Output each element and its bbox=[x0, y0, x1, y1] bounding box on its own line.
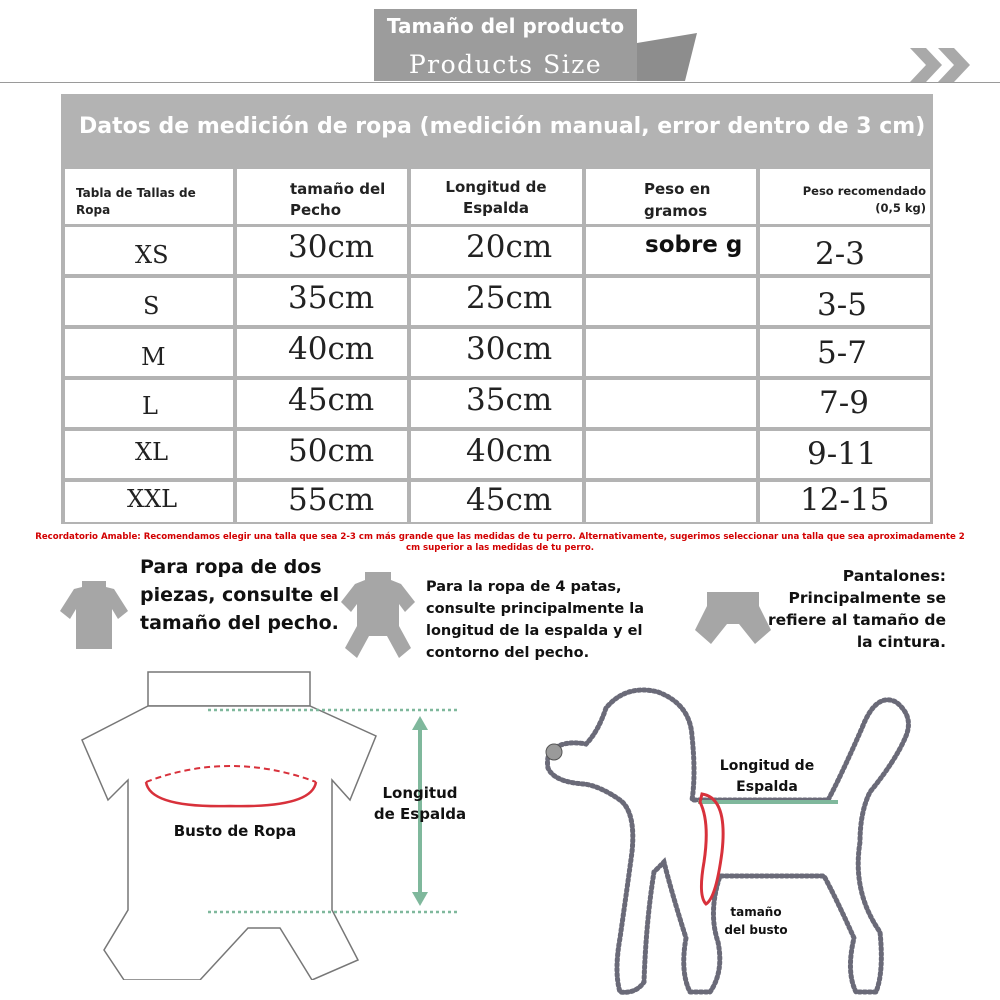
size-reminder-text: Recordatorio Amable: Recomendamos elegir una talla que sea 2-3 cm más grande que las medidas de tu perro. Alternativamente, sugerimos seleccionar una talla que sea aproximadamente 2 cm superior a las medidas de tu perro. bbox=[35, 532, 965, 553]
pants-note: Pantalones: Principalmente se refiere al tamaño de la cintura. bbox=[767, 567, 946, 651]
header-chest-label: tamaño del Pecho bbox=[290, 180, 386, 219]
header-size-chart-label: Tabla de Tallas de Ropa bbox=[76, 186, 196, 217]
size-label: XL bbox=[135, 438, 169, 466]
size-label: M bbox=[141, 343, 166, 371]
table-row-xs-size bbox=[65, 227, 233, 274]
bust-label: Busto de Ropa bbox=[173, 822, 297, 840]
table-row-m-weight bbox=[586, 329, 756, 376]
weight-value: sobre g bbox=[645, 232, 743, 258]
header-subtitle: Products Size bbox=[408, 50, 603, 79]
header-slant-decoration bbox=[637, 33, 697, 81]
chevron-right-icon bbox=[908, 46, 974, 84]
table-title bbox=[61, 94, 933, 167]
pants-icon bbox=[693, 590, 773, 646]
recommended-value: 12-15 bbox=[800, 482, 890, 518]
header-recommended-weight-label: Peso recomendado (0,5 kg) bbox=[802, 184, 926, 215]
shirt-icon bbox=[56, 577, 132, 653]
header-cell-recommended-weight bbox=[760, 169, 930, 224]
table-row-xxl-chest bbox=[237, 482, 407, 522]
four-leg-note: Para la ropa de 4 patas, consulte principalmente la longitud de la espalda y el contorno del pecho. bbox=[426, 579, 644, 661]
table-row-m-chest bbox=[237, 329, 407, 376]
chest-value: 40cm bbox=[288, 331, 375, 367]
four-leg-suit-icon bbox=[339, 570, 417, 660]
table-row-s-size bbox=[65, 278, 233, 325]
recommended-value: 2-3 bbox=[815, 236, 865, 272]
chest-value: 55cm bbox=[288, 482, 375, 518]
table-row-xl-back bbox=[411, 431, 582, 478]
table-row-s-chest bbox=[237, 278, 407, 325]
table-row-xxl-size bbox=[65, 482, 233, 522]
table-row-xs-chest bbox=[237, 227, 407, 274]
header-back-length-label: Longitud de Espalda bbox=[445, 178, 547, 217]
table-row-xs-weight bbox=[586, 227, 756, 274]
recommended-value: 7-9 bbox=[819, 385, 869, 421]
back-value: 20cm bbox=[466, 229, 553, 265]
table-row-xs-recommended bbox=[760, 227, 930, 274]
table-row-xxl-weight bbox=[586, 482, 756, 522]
dog-back-length-label: Longitud de Espalda bbox=[719, 758, 815, 795]
size-label: XS bbox=[135, 241, 169, 269]
chest-value: 35cm bbox=[288, 280, 375, 316]
size-label: L bbox=[142, 392, 158, 420]
back-value: 30cm bbox=[466, 331, 553, 367]
header-cell-chest bbox=[237, 169, 407, 224]
header-divider bbox=[0, 82, 1000, 83]
table-row-l-chest bbox=[237, 380, 407, 427]
table-row-s-back bbox=[411, 278, 582, 325]
dog-diagram bbox=[540, 682, 940, 1000]
recommended-value: 5-7 bbox=[817, 335, 867, 371]
table-row-m-size bbox=[65, 329, 233, 376]
table-row-xl-size bbox=[65, 431, 233, 478]
table-row-xxl-back bbox=[411, 482, 582, 522]
dog-bust-label: tamaño del busto bbox=[724, 905, 788, 937]
size-label: S bbox=[143, 292, 160, 320]
table-row-s-recommended bbox=[760, 278, 930, 325]
table-row-xl-chest bbox=[237, 431, 407, 478]
header-cell-weight-grams bbox=[586, 169, 756, 224]
back-length-label: Longitud de Espalda bbox=[373, 784, 467, 823]
chest-value: 45cm bbox=[288, 382, 375, 418]
table-row-xl-recommended bbox=[760, 431, 930, 478]
header-title: Tamaño del producto bbox=[386, 14, 625, 38]
chest-value: 50cm bbox=[288, 433, 375, 469]
header-cell-size-chart bbox=[65, 169, 233, 224]
back-value: 35cm bbox=[466, 382, 553, 418]
table-row-l-size bbox=[65, 380, 233, 427]
table-row-l-recommended bbox=[760, 380, 930, 427]
back-value: 40cm bbox=[466, 433, 553, 469]
table-row-xs-back bbox=[411, 227, 582, 274]
header-weight-grams-label: Peso en gramos bbox=[644, 180, 711, 220]
back-value: 25cm bbox=[466, 280, 553, 316]
size-table bbox=[61, 94, 933, 524]
two-piece-note: Para ropa de dos piezas, consulte el tamaño del pecho. bbox=[140, 556, 340, 634]
recommended-value: 3-5 bbox=[817, 287, 867, 323]
size-label: XXL bbox=[127, 485, 178, 513]
back-value: 45cm bbox=[466, 482, 553, 518]
table-row-s-weight bbox=[586, 278, 756, 325]
header-cell-back-length bbox=[411, 169, 582, 224]
table-row-xxl-recommended bbox=[760, 482, 930, 522]
table-row-m-back bbox=[411, 329, 582, 376]
table-row-l-back bbox=[411, 380, 582, 427]
chest-value: 30cm bbox=[288, 229, 375, 265]
table-row-xl-weight bbox=[586, 431, 756, 478]
table-row-l-weight bbox=[586, 380, 756, 427]
table-title-text: Datos de medición de ropa (medición manual, error dentro de 3 cm) bbox=[79, 114, 926, 139]
table-row-m-recommended bbox=[760, 329, 930, 376]
recommended-value: 9-11 bbox=[807, 436, 877, 472]
